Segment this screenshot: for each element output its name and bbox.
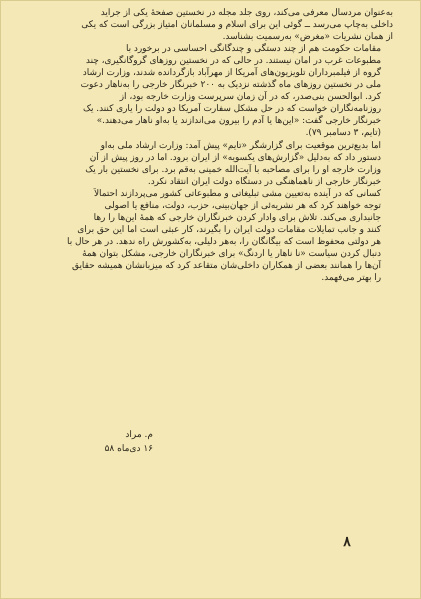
article-paragraph [35, 140, 393, 188]
text-line: به‌عنوان مردسال معرفی می‌کند، روی جلد مجله در نخستین صفحهٔ یکی از جراید [100, 8, 393, 18]
article-body [35, 7, 393, 284]
text-line: کرد. ابوالحسن بنی‌صدر، که در آن زمان سرپرست وزارت خارجه بود، از [119, 92, 381, 103]
text-line: خبرنگار خارجی گفت: «این‌ها یا آدم را بیرون می‌اندازند یا به‌او ناهار می‌دهند.» [96, 116, 381, 127]
text-line: از همان نشریات «مغرض» به‌رسمیت بشناسد. [222, 32, 393, 43]
text-line: ملی در نخستین روزهای ماه گذشته نزدیک به ۲۰۰ خبرنگار خارجی را به‌ناهار دعوت [80, 80, 381, 91]
text-line: گروه از فیلمبرداران تلویزیون‌های آمریکا از مهرآباد بازگردانده شدند، وزارت ارشاد [82, 68, 381, 79]
text-line: توجه خواهند کرد که هر نشریه‌ئی از جهان‌بینی، حزب، دولت، منافع یا اصولی [104, 200, 381, 211]
text-line: را بهتر می‌فهمد. [321, 273, 381, 284]
author-name: م. مراد [125, 430, 153, 440]
text-line: کنند و جانب تمایلات مقامات دولت ایران را بگیرند، کار عبثی است اما این حق برای [77, 224, 381, 235]
text-line: (تایم، ۳ دسامبر ۷۹). [305, 128, 381, 139]
text-line: آن‌ها را همانند بعضی از همکاران داخلی‌شان متقاعد کرد که میزبانشان همیشه حقایق [72, 260, 381, 271]
text-line: دستور داد که به‌دلیل «گزارش‌های یکسویه» از ایران برود. اما در روز پیش از آن [89, 152, 381, 163]
text-line: کسانی که در آینده به‌تعیین مشی تبلیغاتی و مطبوعاتی کشور می‌پردازند احتمالاً [93, 188, 381, 199]
text-line: اما بدیع‌ترین موقعیت برای گزارشگر «تایم» پیش آمد: وزارت ارشاد ملی به‌او [100, 140, 381, 151]
article-paragraph [35, 7, 393, 43]
text-line: داخلی به‌چاپ می‌رسد ــ گوئی این برای اسلام و مسلمانان امتیاز بزرگی است که یکی [81, 20, 393, 31]
text-line: هر دولتی محفوظ است که بیگانگان را، به‌هر دلیلی، به‌کشورش راه ندهد. در هر حال با [67, 236, 381, 247]
text-line: خبرنگار خارجی از ناهماهنگی در دستگاه دولت ایران انتقاد نکرد. [147, 176, 381, 187]
article-paragraph [35, 43, 393, 139]
text-line: وزارت خارجه او را برای مصاحبه با آیت‌الله خمینی به‌قم برد. برای نخستین بار یک [85, 164, 381, 175]
article-paragraph [35, 188, 393, 284]
signature-block [33, 428, 153, 456]
page-number: ۸ [343, 534, 351, 550]
text-line: مطبوعات غرب در امان نیستند. در حالی که در نخستین روزهای گروگانگیری، چند [85, 56, 381, 67]
text-line: روزنامه‌نگاران خواست که در حل مشکل سفارت آمریکا دو دولت را یاری کنند. یک [83, 104, 381, 115]
signature-date: ۱۶ دی‌ماه ۵۸ [104, 444, 153, 454]
text-line: مقامات حکومت هم از چند دستگی و چندگانگی احساسی در برخورد با [125, 44, 381, 55]
text-line: دنبال کردن سیاست «نا ناهار یا اردنگ» برای خبرنگاران خارجی، مشکل بتوان همهٔ [82, 248, 381, 259]
text-line: جانبداری می‌کند. تلاش برای وادار کردن خبرنگاران خارجی که همهٔ این‌ها را رها [93, 212, 381, 223]
